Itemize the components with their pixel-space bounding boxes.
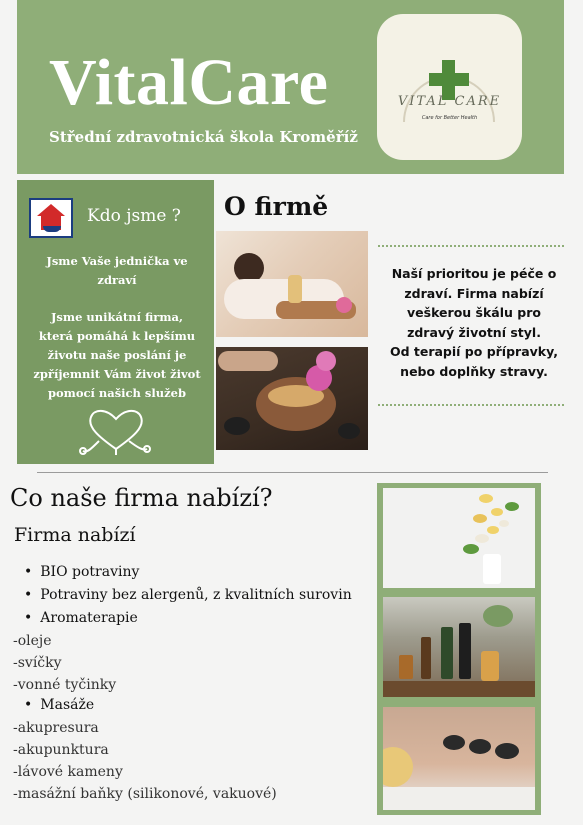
- list-subitem: -vonné tyčinky: [13, 677, 117, 693]
- list-item: • BIO potraviny: [24, 564, 139, 580]
- list-item: • Masáže: [24, 697, 94, 713]
- section-divider: [37, 472, 548, 473]
- list-subitem: -svíčky: [13, 655, 62, 671]
- who-we-are-panel: [17, 180, 214, 464]
- list-item: • Potraviny bez alergenů, z kvalitních surovin: [24, 587, 352, 603]
- who-text-intro: Jsme Vaše jednička ve zdraví: [46, 254, 188, 287]
- list-subitem: -oleje: [13, 633, 52, 649]
- aromatherapy-photo: [216, 347, 368, 450]
- school-subtitle: Střední zdravotnická škola Kroměříž: [49, 128, 358, 146]
- list-subitem: -masážní baňky (silikonové, vakuové): [13, 786, 277, 802]
- spa-massage-photo: [216, 231, 368, 337]
- offer-title: Co naše firma nabízí?: [10, 484, 273, 512]
- header-banner: [17, 0, 564, 174]
- dotted-divider-top: [378, 245, 564, 247]
- heart-stethoscope-icon: [79, 405, 153, 459]
- who-title: Kdo jsme ?: [87, 206, 181, 226]
- logo: [377, 14, 522, 160]
- offer-subtitle: Firma nabízí: [14, 524, 136, 546]
- who-text-mission: Jsme unikátní firma, která pomáhá k lepšímu životu naše poslání je zpříjemnit Vám život život pomocí našich služeb: [33, 310, 201, 400]
- essential-oils-photo: [383, 597, 535, 697]
- about-company-title: O firmě: [224, 192, 329, 221]
- list-subitem: -akupresura: [13, 720, 99, 736]
- list-item: • Aromaterapie: [24, 610, 138, 626]
- dotted-divider-bottom: [378, 404, 564, 406]
- logo-name: VITAL CARE: [397, 94, 502, 109]
- brand-title: VitalCare: [49, 46, 329, 119]
- hot-stone-massage-photo: [383, 707, 535, 810]
- supplements-photo: [383, 488, 535, 588]
- list-subitem: -lávové kameny: [13, 764, 123, 780]
- about-company-text: Naší prioritou je péče o zdraví. Firma nabízí veškerou škálu pro zdravý životní styl. Od terapií po přípravky, nebo doplňky stravy.: [389, 266, 559, 379]
- school-emblem-icon: [29, 198, 73, 238]
- list-subitem: -akupunktura: [13, 742, 109, 758]
- logo-tagline: Care for Better Health: [421, 115, 478, 121]
